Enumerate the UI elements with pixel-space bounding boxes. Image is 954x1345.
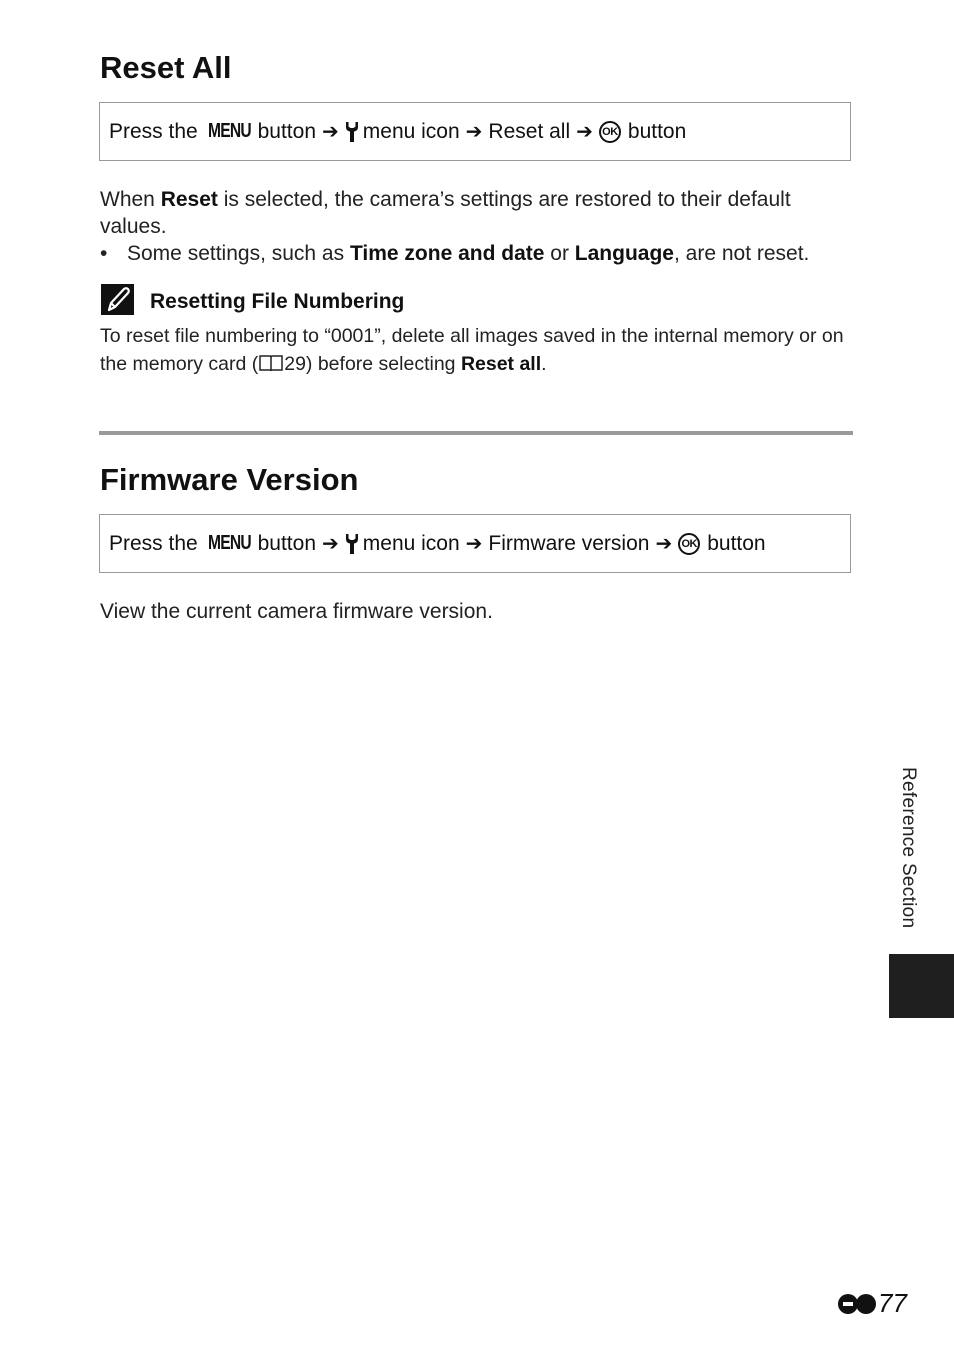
reset-description: When Reset is selected, the camera’s settings are restored to their default values. (100, 188, 791, 238)
arrow-right-icon: ➔ (465, 533, 483, 555)
menu-path-menu-icon-word: menu icon (362, 119, 460, 143)
arrow-right-icon: ➔ (322, 121, 339, 143)
arrow-right-icon: ➔ (576, 121, 593, 143)
book-reference-icon (258, 354, 284, 373)
side-section-label: Reference Section (898, 767, 919, 929)
wrench-icon (345, 121, 359, 143)
menu-button-icon: MENU (207, 120, 251, 142)
reset-term: Reset (160, 188, 218, 211)
menu-path-item: Firmware version (488, 531, 650, 555)
bullet-dot: • (100, 242, 108, 265)
pencil-note-icon (101, 284, 134, 315)
bullet-item-not-reset: • Some settings, such as Time zone and date or Language, are not reset. (100, 242, 810, 265)
menu-path-button-word: button (257, 119, 316, 143)
ok-button-icon: OK (599, 121, 621, 143)
reference-e-icon (837, 1291, 877, 1317)
menu-path-item: Reset all (488, 119, 571, 143)
section-title-firmware-version: Firmware Version (100, 462, 359, 497)
firmware-description: View the current camera firmware version. (100, 600, 493, 623)
menu-path-prefix: Press the (109, 531, 198, 555)
arrow-right-icon: ➔ (465, 121, 483, 143)
menu-path-box-reset-all (99, 102, 851, 161)
wrench-icon (345, 533, 359, 555)
menu-path-button-word: button (257, 531, 316, 555)
page-reference: 29 (284, 353, 306, 375)
menu-path-suffix: button (627, 119, 687, 143)
ok-button-icon: OK (678, 533, 700, 555)
arrow-right-icon: ➔ (322, 533, 339, 555)
menu-path-box-firmware (99, 514, 851, 573)
arrow-right-icon: ➔ (655, 533, 673, 555)
note-body: To reset file numbering to “0001”, delete all images saved in the internal memory or on the memory card ( 29) before selecting Reset all. (100, 325, 844, 375)
page-number: 77 (837, 1288, 907, 1319)
note-title: Resetting File Numbering (150, 290, 405, 313)
menu-button-icon: MENU (207, 532, 251, 554)
menu-path-menu-icon-word: menu icon (362, 531, 460, 555)
section-divider (99, 431, 853, 435)
menu-path-prefix: Press the (109, 119, 198, 143)
side-section-tab (889, 954, 954, 1018)
section-title-reset-all: Reset All (100, 50, 232, 85)
menu-path-suffix: button (707, 531, 766, 555)
